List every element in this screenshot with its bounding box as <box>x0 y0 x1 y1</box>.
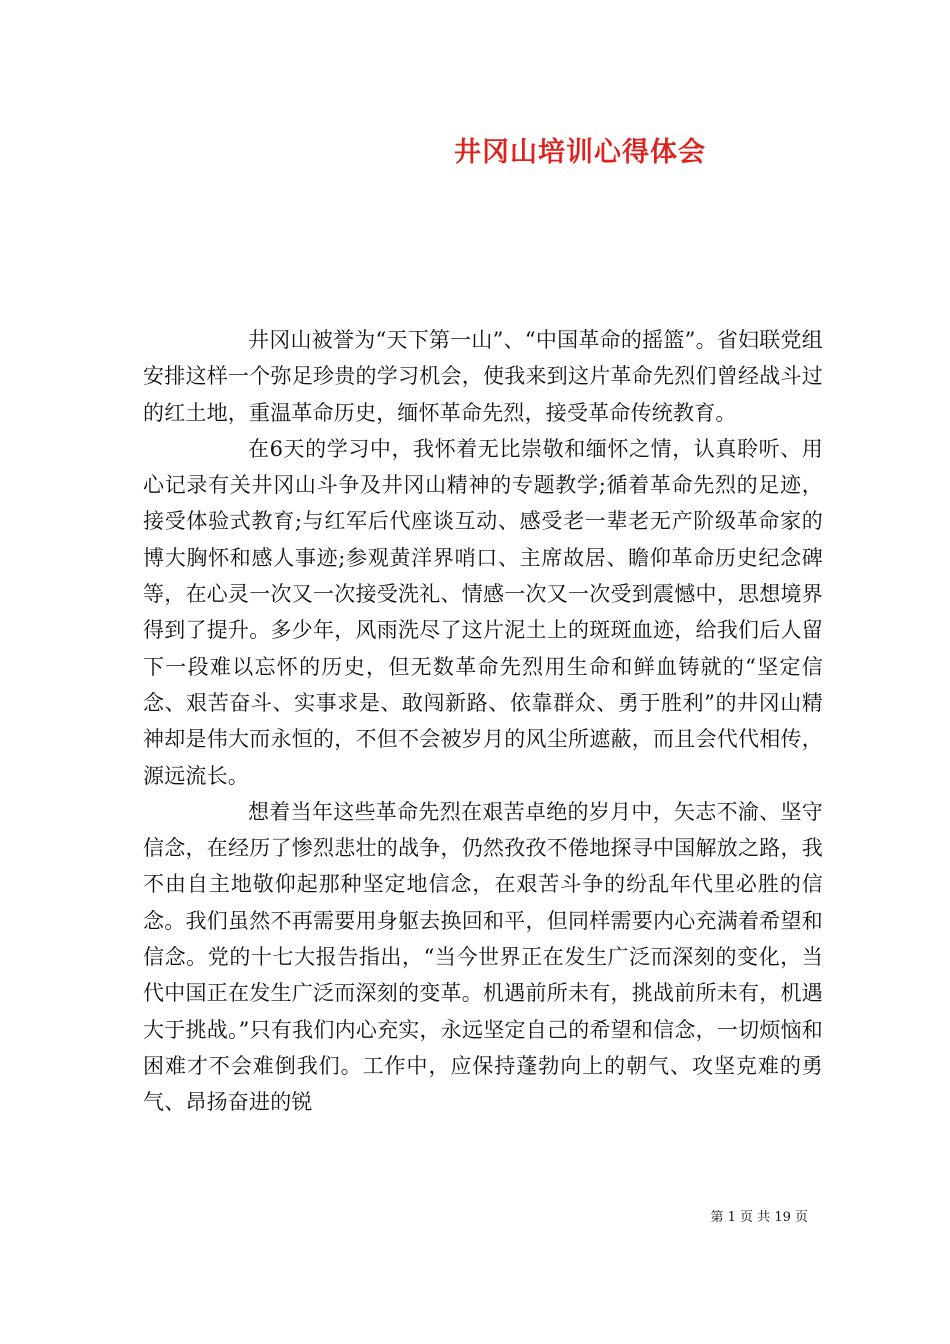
paragraph-3: 想着当年这些革命先烈在艰苦卓绝的岁月中，矢志不渝、坚守信念，在经历了惨烈悲壮的战争，仍然孜孜不倦地探寻中国解放之路，我不由自主地敬仰起那种坚定地信念，在艰苦斗争的纷乱年代里必胜的信念。我们虽然不再需要用身躯去换回和平，但同样需要内心充满着希望和信念。党的十七大报告指出，“当今世界正在发生广泛而深刻的变化，当代中国正在发生广泛而深刻的变革。机遇前所未有，挑战前所未有，机遇大于挑战。”只有我们内心充实，永远坚定自己的希望和信念，一切烦恼和困难才不会难倒我们。工作中，应保持蓬勃向上的朝气、攻坚克难的勇气、昂扬奋进的锐 <box>143 799 823 1115</box>
paragraph-1: 井冈山被誉为“天下第一山”、“中国革命的摇篮”。省妇联党组安排这样一个弥足珍贵的学习机会，使我来到这片革命先烈们曾经战斗过的红土地，重温革命历史，缅怀革命先烈，接受革命传统教育。 <box>143 328 823 425</box>
document-body <box>143 322 823 1121</box>
paragraph-2: 在6天的学习中，我怀着无比崇敬和缅怀之情，认真聆听、用心记录有关井冈山斗争及井冈山精神的专题教学;循着革命先烈的足迹，接受体验式教育;与红军后代座谈互动、感受老一辈老无产阶级革命家的博大胸怀和感人事迹;参观黄洋界哨口、主席故居、瞻仰革命历史纪念碑等，在心灵一次又一次接受洗礼、情感一次又一次受到震憾中，思想境界得到了提升。多少年，风雨洗尽了这片泥土上的斑斑血迹，给我们后人留下一段难以忘怀的历史，但无数革命先烈用生命和鲜血铸就的“坚定信念、艰苦奋斗、实事求是、敢闯新路、依靠群众、勇于胜利”的井冈山精神却是伟大而永恒的，不但不会被岁月的风尘所遮蔽，而且会代代相传，源远流长。 <box>143 436 823 788</box>
page-title: 井冈山培训心得体会 <box>454 137 706 168</box>
page-number-footer: 第 1 页 共 19 页 <box>710 1210 808 1225</box>
